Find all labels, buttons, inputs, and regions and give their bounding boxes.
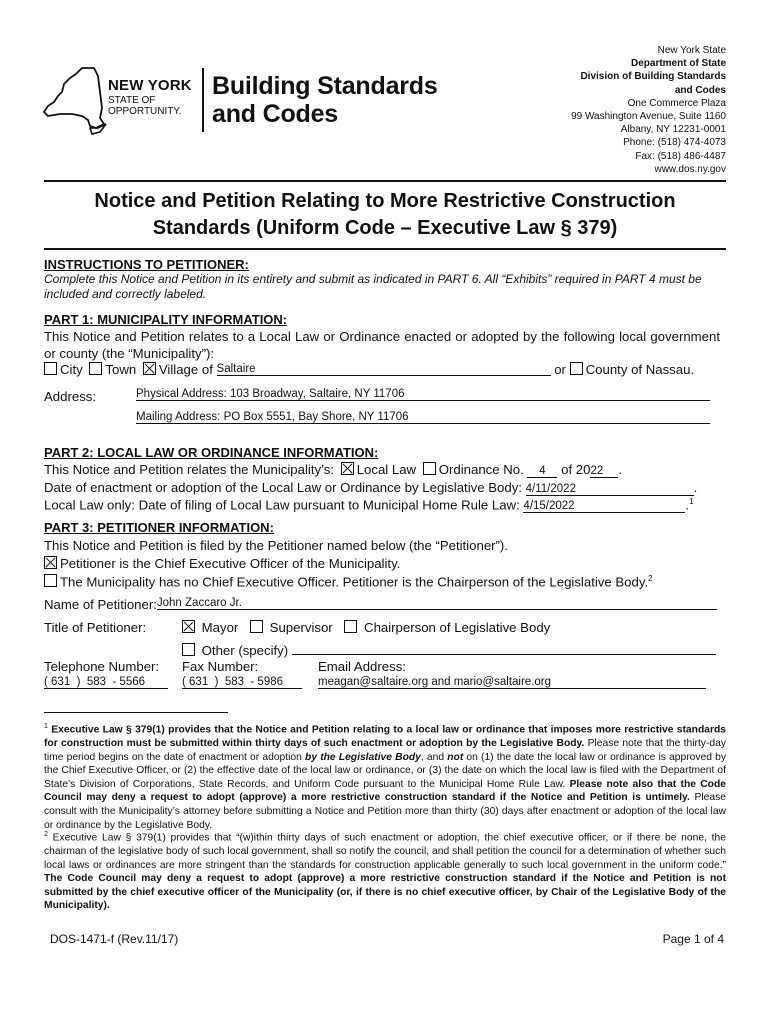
petitioner-ceo-row: [44, 556, 400, 571]
petitioner-chair-row: [44, 574, 653, 589]
footnote1-emphasis2: not: [447, 751, 464, 763]
mayor-checkbox[interactable]: [182, 620, 195, 633]
ceo-label: Petitioner is the Chief Executive Officer of the Municipality.: [60, 556, 401, 571]
footnote2-bold: The Code Council may deny a request to adopt (approve) a more restrictive construction standard if the Notice and Petition is not submitted by the chief executive officer of the Municipality (or, if there is no chief executive officer, by Chair of the Legislative Body of the Municipality).: [44, 873, 726, 912]
or-label: or: [554, 362, 566, 377]
title-rule: [44, 248, 726, 250]
chairperson-label: Chairperson of Legislative Body: [364, 620, 551, 635]
other-title-field[interactable]: [292, 642, 716, 655]
division-logo-line2: and Codes: [212, 100, 338, 128]
header-rule: [44, 180, 726, 182]
part3-heading: PART 3: PETITIONER INFORMATION:: [44, 520, 274, 535]
law-type-row: This Notice and Petition relates the Municipality’s: Local Law Ordinance No. 4 of 2022 .: [44, 462, 623, 477]
footnote1-text1: Please note that the thirty-day time period begins on the date of enactment or adoption: [44, 738, 726, 763]
ordinance-label: Ordinance No.: [438, 462, 524, 477]
mayor-label: Mayor: [201, 620, 239, 635]
page-number: Page 1 of 4: [662, 932, 724, 946]
department-name: Department of State: [630, 58, 726, 70]
footnote2-text: Executive Law § 379(1) provides that “(w)ithin thirty days of such enactment or adoption, the chief executive officer, or if there be none, the chairman of the legislative body of such local government, shall so notify the council, and shall petition the council for a determination of whether such local laws or ordinances are more stringent than the standards for construction applicable generally to such local government in the uniform code.”: [44, 832, 726, 871]
phone-number: Phone: (518) 474-4073: [623, 137, 726, 149]
fax-number: Fax: (518) 486-4487: [635, 150, 726, 162]
enactment-date-row: Date of enactment or adoption of the Local Law or Ordinance by Legislative Body: 4/11/2022 .: [44, 480, 698, 495]
law-number-field[interactable]: 4: [527, 465, 557, 478]
name-label: Name of Petitioner:: [44, 597, 157, 612]
fax-field[interactable]: ( 631 ) 583 - 5986: [182, 676, 302, 689]
new-york-state-map-icon: [42, 66, 108, 138]
no-ceo-checkbox[interactable]: [44, 574, 57, 587]
part1-text: This Notice and Petition relates to a Local Law or Ordinance enacted or adopted by the following local government or county (the “Municipality”):: [44, 329, 720, 361]
city-label: City: [60, 362, 83, 377]
year-prefix-label: of 20: [561, 462, 591, 477]
address-line2: 99 Washington Avenue, Suite 1160: [571, 111, 726, 123]
village-name-field[interactable]: Saltaire: [217, 363, 551, 376]
division-logo-text: [212, 72, 438, 128]
title-options-row: [182, 620, 550, 635]
ny-tagline-line1: STATE OF: [108, 95, 156, 106]
part2-heading: PART 2: LOCAL LAW OR ORDINANCE INFORMATION:: [44, 445, 379, 460]
part1-heading: PART 1: MUNICIPALITY INFORMATION:: [44, 312, 288, 327]
supervisor-checkbox[interactable]: [250, 620, 263, 633]
website: www.dos.ny.gov: [654, 163, 726, 175]
enactment-date-label: Date of enactment or adoption of the Local Law or Ordinance by Legislative Body:: [44, 480, 522, 495]
ny-tagline: [108, 95, 182, 117]
village-label: Village of: [158, 362, 213, 377]
ny-tagline-line2: OPPORTUNITY.: [108, 106, 182, 117]
physical-address-field[interactable]: Physical Address: 103 Broadway, Saltaire, NY 11706: [136, 388, 710, 401]
petitioner-name-row: [44, 597, 717, 612]
relates-text: This Notice and Petition relates the Municipality’s:: [44, 462, 335, 477]
other-title-row: [182, 642, 716, 658]
other-label: Other (specify): [201, 643, 289, 658]
ceo-checkbox[interactable]: [44, 556, 57, 569]
local-law-label: Local Law: [356, 462, 417, 477]
filing-date-label: Local Law only: Date of filing of Local Law pursuant to Municipal Home Rule Law:: [44, 497, 520, 513]
footnote1-bold2: Please note also that the Code Council may deny a request to adopt (approve) a more restrictive construction standard if the Notice and Petition is untimely.: [44, 778, 726, 804]
division-line2: and Codes: [674, 84, 726, 96]
town-checkbox[interactable]: [89, 362, 102, 375]
filing-date-row: Local Law only: Date of filing of Local Law pursuant to Municipal Home Rule Law: 4/15/2022 .$^1$: [44, 497, 694, 513]
footnote2-ref: 2: [648, 574, 653, 583]
village-checkbox[interactable]: [143, 362, 156, 375]
form-id: DOS-1471-f (Rev.11/17): [50, 932, 179, 946]
division-line1: Division of Building Standards: [580, 71, 726, 83]
footnote-1: [44, 720, 726, 832]
page-title: [44, 188, 726, 242]
ordinance-checkbox[interactable]: [423, 462, 436, 475]
division-logo-line1: Building Standards: [212, 72, 438, 100]
telephone-label: Telephone Number:: [44, 659, 160, 674]
chairperson-checkbox[interactable]: [344, 620, 357, 633]
local-law-checkbox[interactable]: [341, 462, 354, 475]
telephone-field[interactable]: ( 631 ) 583 - 5566: [44, 676, 168, 689]
logo-divider: [202, 68, 204, 132]
footnote1-emphasis1: by the Legislative Body: [305, 751, 421, 763]
supervisor-label: Supervisor: [269, 620, 333, 635]
address-label: Address:: [44, 389, 97, 404]
address-line3: Albany, NY 12231-0001: [620, 124, 726, 136]
title-line1: Notice and Petition Relating to More Restrictive Construction: [94, 190, 676, 212]
law-year-field[interactable]: 22: [590, 465, 618, 478]
county-checkbox[interactable]: [570, 362, 583, 375]
mailing-address-field[interactable]: Mailing Address: PO Box 5551, Bay Shore, NY 11706: [136, 411, 710, 424]
other-checkbox[interactable]: [182, 643, 195, 656]
town-label: Town: [105, 362, 137, 377]
state-name: New York State: [657, 45, 726, 56]
footnote-separator: [44, 712, 228, 713]
footnote1-bold1: Executive Law § 379(1) provides that the Notice and Petition relating to a local law or ordinance that imposes more restrictive standards for construction must be submitted within thirty days of such enactment or adoption by the Legislative Body.: [44, 724, 726, 750]
city-checkbox[interactable]: [44, 362, 57, 375]
filing-date-field[interactable]: 4/15/2022: [523, 500, 685, 513]
no-ceo-label: The Municipality has no Chief Executive Officer. Petitioner is the Chairperson of the Legislative Body.: [60, 574, 649, 590]
enactment-date-field[interactable]: 4/11/2022: [526, 483, 694, 496]
footnote2-mark: 2: [44, 831, 48, 838]
instructions-heading: INSTRUCTIONS TO PETITIONER:: [44, 257, 249, 272]
county-label: County of Nassau.: [585, 362, 695, 377]
ny-wordmark: NEW YORK: [108, 77, 192, 94]
instructions-text: Complete this Notice and Petition in its entirety and submit as indicated in PART 6. All “Exhibits” required in PART 4 must be included and correctly labeled.: [44, 272, 702, 301]
footnote1-text2: , and: [420, 751, 445, 763]
municipality-type-row: [44, 362, 734, 377]
agency-contact-block: [571, 44, 726, 176]
footnote1-text4: Please consult with the Municipality’s attorney before submitting a Notice and Petition more than thirty (30) days after enactment or adoption of the local law or ordinance by the Legislative Body.: [44, 792, 726, 831]
footnote1-ref: 1: [689, 497, 694, 506]
fax-label: Fax Number:: [182, 659, 259, 674]
petitioner-name-field[interactable]: John Zaccaro Jr.: [157, 597, 717, 610]
address-line1: One Commerce Plaza: [627, 97, 726, 109]
part3-text: This Notice and Petition is filed by the Petitioner named below (the “Petitioner”).: [44, 538, 508, 553]
email-label: Email Address:: [318, 659, 406, 674]
footnote1-mark: 1: [44, 723, 48, 730]
footnote1-text3: on (1) the date the local law or ordinance is approved by the Chief Executive Officer, or (2) the effective date of the local law or ordinance, or (3) the date on which the local law is filed with the Department of State’s Division of Corporations, State Records, and Uniform Code pursuant to the Municipal Home Rule Law.: [44, 751, 726, 790]
title-line2: Standards (Uniform Code – Executive Law § 379): [152, 217, 618, 239]
email-field[interactable]: meagan@saltaire.org and mario@saltaire.org: [318, 676, 706, 689]
footnote-2: [44, 828, 726, 913]
title-label: Title of Petitioner:: [44, 620, 147, 635]
